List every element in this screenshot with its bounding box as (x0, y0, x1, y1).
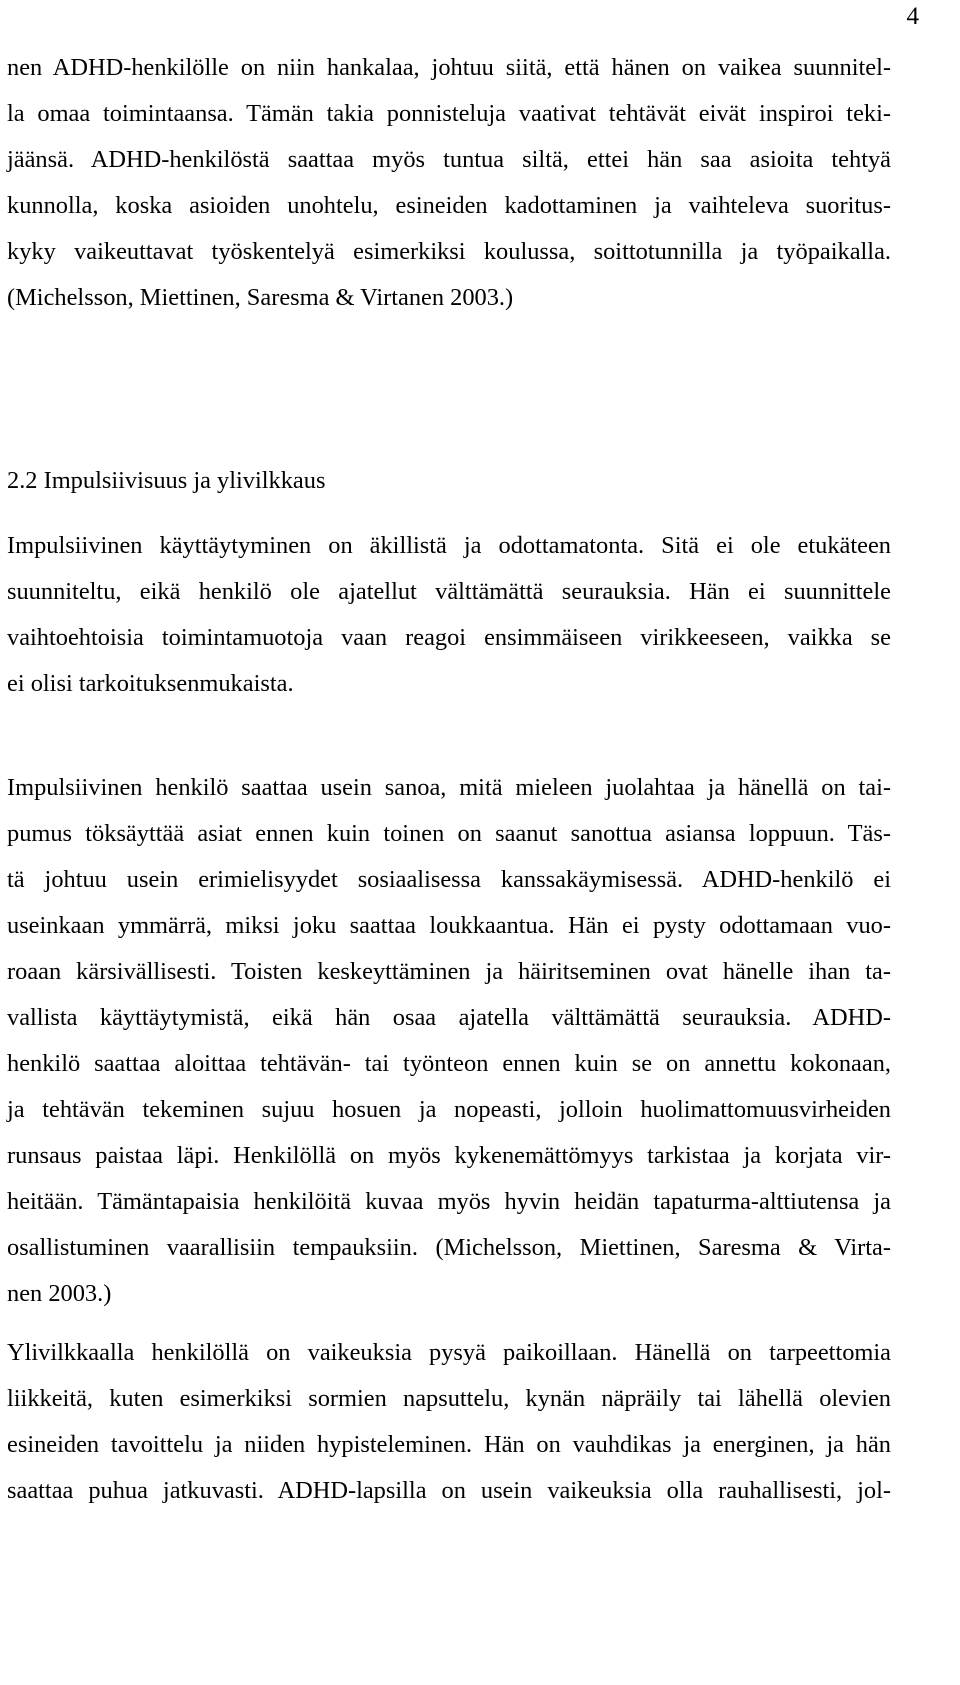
text-line: Impulsiivinen henkilö saattaa usein sanoa, mitä mieleen juolahtaa ja hänellä on tai- (7, 774, 891, 801)
text-line: heitään. Tämäntapaisia henkilöitä kuvaa myös hyvin heidän tapaturma-alttiutensa ja (7, 1188, 891, 1215)
text-line: ja tehtävän tekeminen sujuu hosuen ja nopeasti, jolloin huolimattomuusvirheiden (7, 1096, 891, 1123)
paragraph-adhd-planning (7, 45, 891, 321)
text-line: jäänsä. ADHD-henkilöstä saattaa myös tuntua siltä, ettei hän saa asioita tehtyä (7, 146, 891, 173)
text-line: vaihtoehtoisia toimintamuotoja vaan reagoi ensimmäiseen virikkeeseen, vaikka se (7, 624, 891, 651)
text-line: kunnolla, koska asioiden unohtelu, esineiden kadottaminen ja vaihteleva suoritus- (7, 192, 891, 219)
text-line: ei olisi tarkoituksenmukaista. (7, 670, 294, 697)
text-line: tä johtuu usein erimielisyydet sosiaalisessa kanssakäymisessä. ADHD-henkilö ei (7, 866, 891, 893)
paragraph-impulsive-behaviour (7, 523, 891, 707)
text-line: kyky vaikeuttavat työskentelyä esimerkiksi koulussa, soittotunnilla ja työpaikalla. (7, 238, 891, 265)
text-line: Impulsiivinen käyttäytyminen on äkillistä ja odottamatonta. Sitä ei ole etukäteen (7, 532, 891, 559)
text-line: osallistuminen vaarallisiin tempauksiin. (Michelsson, Miettinen, Saresma & Virta- (7, 1234, 891, 1261)
text-line: runsaus paistaa läpi. Henkilöllä on myös kykenemättömyys tarkistaa ja korjata vir- (7, 1142, 891, 1169)
text-line: Ylivilkkaalla henkilöllä on vaikeuksia pysyä paikoillaan. Hänellä on tarpeettomia (7, 1339, 891, 1366)
page-number: 4 (906, 3, 919, 30)
text-line: (Michelsson, Miettinen, Saresma & Virtanen 2003.) (7, 284, 514, 311)
text-line: la omaa toimintaansa. Tämän takia ponnisteluja vaativat tehtävät eivät inspiroi teki- (7, 100, 891, 127)
text-line: roaan kärsivällisesti. Toisten keskeyttäminen ja häiritseminen ovat hänelle ihan ta- (7, 958, 891, 985)
text-line: henkilö saattaa aloittaa tehtävän- tai työnteon ennen kuin se on annettu kokonaan, (7, 1050, 891, 1077)
text-line: liikkeitä, kuten esimerkiksi sormien napsuttelu, kynän näpräily tai lähellä olevien (7, 1385, 891, 1412)
text-line: esineiden tavoittelu ja niiden hypisteleminen. Hän on vauhdikas ja energinen, ja hän (7, 1431, 891, 1458)
text-line: vallista käyttäytymistä, eikä hän osaa ajatella välttämättä seurauksia. ADHD- (7, 1004, 891, 1031)
text-line: nen 2003.) (7, 1280, 112, 1307)
section-heading: 2.2 Impulsiivisuus ja ylivilkkaus (7, 467, 326, 494)
text-line: nen ADHD-henkilölle on niin hankalaa, johtuu siitä, että hänen on vaikea suunnitel- (7, 54, 891, 81)
text-line: pumus töksäyttää asiat ennen kuin toinen on saanut sanottua asiansa loppuun. Täs- (7, 820, 891, 847)
paragraph-hyperactivity (7, 1330, 891, 1514)
paragraph-impulsive-person (7, 765, 891, 1317)
text-line: suunniteltu, eikä henkilö ole ajatellut välttämättä seurauksia. Hän ei suunnittele (7, 578, 891, 605)
text-line: saattaa puhua jatkuvasti. ADHD-lapsilla on usein vaikeuksia olla rauhallisesti, jol- (7, 1477, 891, 1504)
text-line: useinkaan ymmärrä, miksi joku saattaa loukkaantua. Hän ei pysty odottamaan vuo- (7, 912, 891, 939)
